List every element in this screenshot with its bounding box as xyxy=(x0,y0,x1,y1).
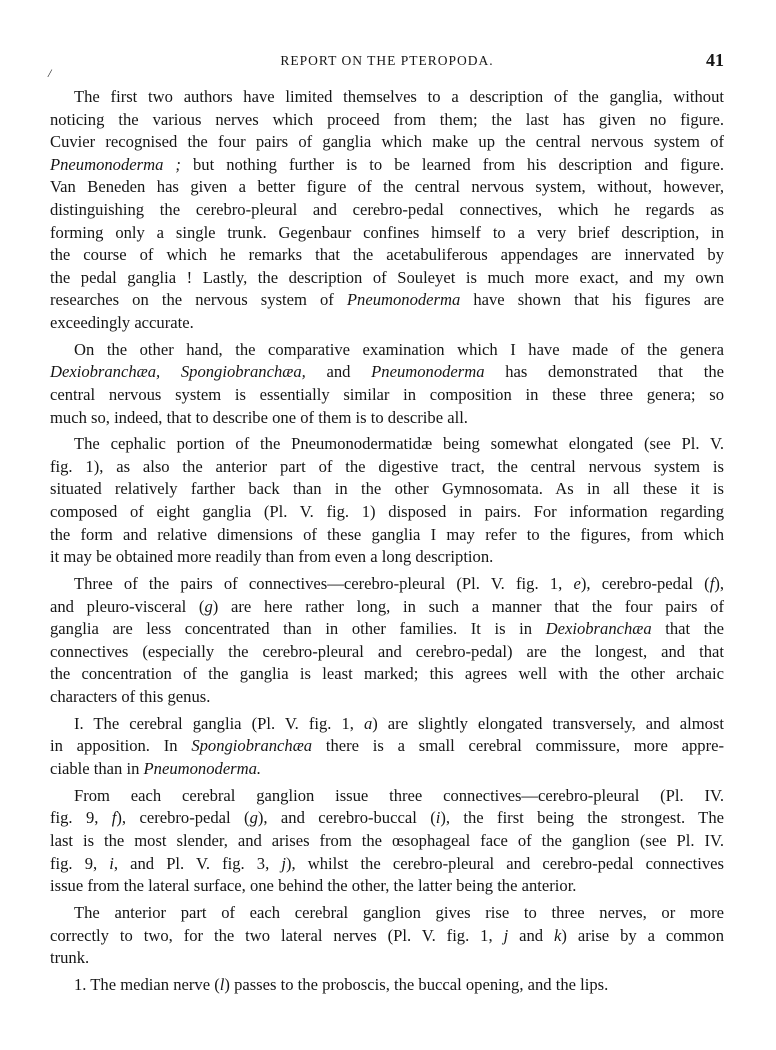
text-run: ganglia are less concentrated than in other families. It is in xyxy=(50,619,546,639)
italic-run: i xyxy=(435,808,441,828)
italic-run: a xyxy=(363,713,373,733)
italic-run: j xyxy=(503,925,509,945)
page-number: 41 xyxy=(706,50,724,70)
italic-run: Pneumonoderma. xyxy=(143,758,262,778)
text-run: there is a small cerebral commissure, more appre- xyxy=(312,736,724,756)
text-run: central nervous system is essentially similar in composition in these three genera; so xyxy=(50,384,724,404)
paragraph xyxy=(50,902,724,970)
text-line xyxy=(50,244,724,267)
text-run: and pleuro-visceral ( xyxy=(50,596,205,616)
text-run: The first two authors have limited themselves to a description of the ganglia, without xyxy=(74,87,724,106)
text-line xyxy=(50,154,724,177)
text-run: On the other hand, the comparative examination which I have made of the genera xyxy=(74,339,724,359)
italic-run: g xyxy=(249,808,258,828)
text-line xyxy=(50,546,724,569)
text-line xyxy=(50,758,724,781)
text-line xyxy=(50,596,724,619)
text-run: the form and relative dimensions of these ganglia I may refer to the figures, from which xyxy=(50,524,724,544)
text-line xyxy=(50,663,724,686)
text-line xyxy=(50,456,724,479)
page-header xyxy=(50,50,724,72)
text-line xyxy=(50,222,724,245)
body-text xyxy=(50,86,724,1001)
text-run: ), and cerebro-buccal ( xyxy=(257,808,436,828)
text-run: but nothing further is to be learned from his description and figure. xyxy=(180,154,724,174)
text-run: 1. The median nerve ( xyxy=(74,974,220,994)
text-run: issue from the lateral surface, one behind the other, the latter being the anterior. xyxy=(50,876,577,896)
text-run: ), the first being the strongest. The xyxy=(440,808,724,828)
text-run: the course of which he remarks that the acetabuliferous appendages are innervated by xyxy=(50,245,724,265)
italic-run: f xyxy=(709,574,715,594)
text-run: ) passes to the proboscis, the buccal opening, and the lips. xyxy=(224,974,609,994)
paragraph xyxy=(50,433,724,569)
text-run: last is the most slender, and arises from the œsophageal face of the ganglion (see Pl. IV. xyxy=(50,830,724,850)
text-run: ) arise by a common xyxy=(561,925,724,945)
text-line xyxy=(50,267,724,290)
text-run: the pedal ganglia ! Lastly, the description of Souleyet is much more exact, and my own xyxy=(50,267,724,287)
text-run: researches on the nervous system of xyxy=(50,290,347,310)
italic-run: e xyxy=(573,574,581,594)
text-run: ), xyxy=(714,574,724,594)
text-run: and xyxy=(508,925,555,945)
text-line xyxy=(50,713,724,736)
text-run: correctly to two, for the two lateral nerves (Pl. V. fig. 1, xyxy=(50,925,504,945)
text-run: Van Beneden has given a better figure of the central nervous system, without, however, xyxy=(50,177,724,197)
italic-run: Dexiobranchæa, Spongiobranchæa, xyxy=(50,362,306,382)
paragraph xyxy=(50,573,724,709)
text-run: The cephalic portion of the Pneumonodermatidæ being somewhat elongated (see Pl. V. xyxy=(74,434,724,454)
paragraph xyxy=(50,86,724,335)
text-run: ) are here rather long, in such a manner that the four pairs of xyxy=(212,596,725,616)
numbered-item xyxy=(50,974,724,997)
text-run: have shown that his figures are xyxy=(460,290,724,310)
text-line xyxy=(50,947,724,970)
text-run: much so, indeed, that to describe one of them is to describe all. xyxy=(50,407,468,427)
text-run: From each cerebral ganglion issue three connectives—cerebro-pleural (Pl. IV. xyxy=(74,785,724,805)
italic-run: k xyxy=(554,925,562,945)
paragraph xyxy=(50,713,724,781)
italic-run: j xyxy=(281,853,286,873)
italic-run: i xyxy=(109,853,114,873)
text-line xyxy=(50,902,724,925)
paragraph xyxy=(50,339,724,429)
text-run: trunk. xyxy=(50,948,90,968)
text-line xyxy=(50,478,724,501)
italic-run: Dexiobranchæa xyxy=(545,619,652,639)
paragraph xyxy=(50,785,724,898)
text-line xyxy=(50,974,724,997)
text-run: noticing the various nerves which proceed from them; the last has given no figure. xyxy=(50,109,724,129)
text-line xyxy=(50,853,724,876)
running-title: REPORT ON THE PTEROPODA. xyxy=(280,53,494,68)
text-run: forming only a single trunk. Gegenbaur confines himself to a very brief description, in xyxy=(50,222,724,242)
text-line xyxy=(50,312,724,335)
text-line xyxy=(50,199,724,222)
text-line xyxy=(50,573,724,596)
text-line xyxy=(50,361,724,384)
text-run: ), cerebro-pedal ( xyxy=(580,574,710,594)
text-run: fig. 1), as also the anterior part of the digestive tract, the central nervous system is xyxy=(50,456,724,476)
italic-run: g xyxy=(204,596,213,616)
text-run: exceedingly accurate. xyxy=(50,312,194,332)
text-line xyxy=(50,641,724,664)
text-line xyxy=(50,785,724,808)
text-run: ciable than in xyxy=(50,758,144,778)
text-line xyxy=(50,131,724,154)
text-run: the concentration of the ganglia is least marked; this agrees well with the other archaic xyxy=(50,664,724,684)
text-run: ), whilst the cerebro-pleural and cerebro-pedal connectives xyxy=(285,853,724,873)
text-run: it may be obtained more readily than from even a long description. xyxy=(50,547,494,567)
text-line xyxy=(50,433,724,456)
text-line xyxy=(50,830,724,853)
text-line xyxy=(50,176,724,199)
text-run: fig. 9, xyxy=(50,808,112,828)
margin-mark: / xyxy=(48,66,52,80)
text-line xyxy=(50,501,724,524)
italic-run: Pneumonoderma ; xyxy=(50,154,181,174)
text-run: distinguishing the cerebro-pleural and cerebro-pedal connectives, which he regards as xyxy=(50,199,724,219)
text-run: situated relatively farther back than in the other Gymnosomata. As in all these it is xyxy=(50,479,724,499)
text-line xyxy=(50,407,724,430)
italic-run: l xyxy=(219,974,225,994)
text-line xyxy=(50,875,724,898)
text-run: , and Pl. V. fig. 3, xyxy=(113,853,282,873)
text-line xyxy=(50,925,724,948)
text-run: characters of this genus. xyxy=(50,687,211,706)
text-run: composed of eight ganglia (Pl. V. fig. 1) disposed in pairs. For information regarding xyxy=(50,502,724,522)
text-run: connectives (especially the cerebro-pleural and cerebro-pedal) are the longest, and that xyxy=(50,641,724,661)
text-run: and xyxy=(305,362,372,382)
text-run: in apposition. In xyxy=(50,736,192,756)
text-line xyxy=(50,384,724,407)
text-line xyxy=(50,109,724,132)
text-run: Three of the pairs of connectives—cerebro-pleural (Pl. V. fig. 1, xyxy=(74,574,574,594)
text-line xyxy=(50,339,724,362)
italic-run: Pneumonoderma xyxy=(346,290,461,310)
text-run: I. The cerebral ganglia (Pl. V. fig. 1, xyxy=(74,713,364,733)
text-line xyxy=(50,524,724,547)
text-line xyxy=(50,86,724,109)
text-line xyxy=(50,289,724,312)
text-run: ) are slightly elongated transversely, and almost xyxy=(372,713,724,733)
italic-run: f xyxy=(111,808,117,828)
text-run: fig. 9, xyxy=(50,853,110,873)
italic-run: Pneumonoderma xyxy=(371,362,485,382)
italic-run: Spongiobranchæa xyxy=(191,736,313,756)
text-run: The anterior part of each cerebral ganglion gives rise to three nerves, or more xyxy=(74,902,724,922)
text-line xyxy=(50,807,724,830)
text-run: ), cerebro-pedal ( xyxy=(116,808,250,828)
text-run: has demonstrated that the xyxy=(484,362,724,382)
text-run: Cuvier recognised the four pairs of ganglia which make up the central nervous system of xyxy=(50,132,724,152)
text-line xyxy=(50,618,724,641)
text-line xyxy=(50,686,724,709)
text-line xyxy=(50,735,724,758)
text-run: that the xyxy=(651,619,724,639)
